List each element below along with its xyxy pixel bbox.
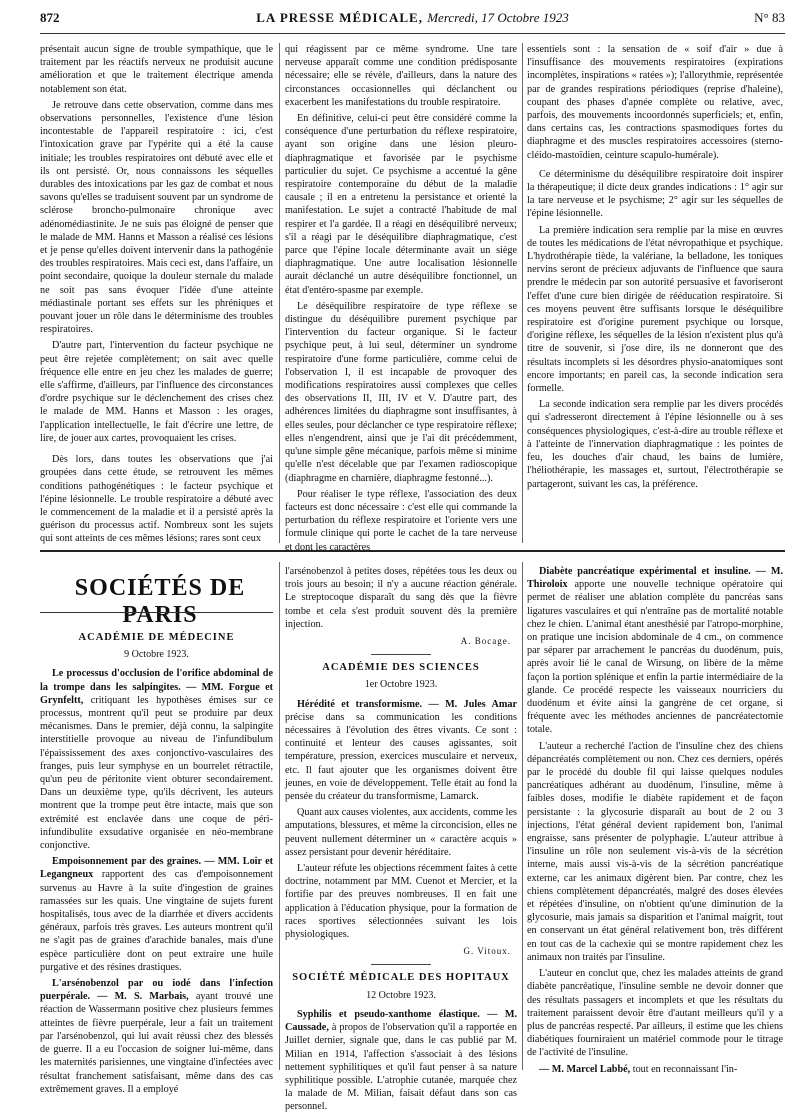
- societes-column-1: [40, 625, 274, 1095]
- communication-title: — M. Marcel Labbé,: [539, 1063, 631, 1075]
- journal-title: [40, 10, 785, 26]
- section-heading: SOCIÉTÉ MÉDICALE DES HOPITAUX: [292, 972, 510, 984]
- journal-name: LA PRESSE MÉDICALE,: [256, 10, 423, 25]
- paragraph: présentait aucun signe de trouble sympathique, que le traitement par les réactifs nerveux ne produisit aucune amélioration et que le traitement électrique amenda notablement son état.: [40, 44, 273, 95]
- communication-text: critiquant les hypothèses émises sur ce processus, montrent qu'il peut se produire par deux mécanismes. Dans le premier, déjà connu, la salpingite interstitielle provoque au niveau de l'infundibulum l'épaississement des axes conjonctivo-vasculaires des franges, puis leur symphyse en un bourrelet rétractile, qu'un peu de péritonite vient obturer secondairement. Dans un deuxième type, qu'ils décrivent, les auteurs montrent que la trompe peut être intacte, mais que son extrémité est enclavée dans une coque de péri-infundibulite exsudative organisée en néo-membrane conjonctive.: [40, 694, 273, 852]
- title-rule: [40, 612, 273, 613]
- section-date: 12 Octobre 1923.: [366, 989, 436, 1001]
- paragraph: L'auteur a recherché l'action de l'insuline chez des chiens dépancréatés complètement ou non. Chez ces derniers, opérés par le procédé du double fil qui laisse quelques nodules pancréatiques adhérant au duodénum, l'insuline, même à faibles doses, modifie le diabète rapidement et de façon persistante : la glycosurie disparaît au bout de 2 ou 3 injections, l'état général devient rapidement bon, l'animal engraisse, sans présenter de polyphagie. L'auteur attribue à l'insuline un rôle non seulement vis-à-vis de la sécrétion interne, mais aussi vis-à-vis de la sécrétion pancréatique externe, car les animaux digèrent bien. Par contre, chez les chiens complètement dépancréatés, malgré des doses élevées et répétées d'insuline, on n'obtient qu'une diminution de la glycosurie, mais jamais sa disparition et l'animal maigrit, tout en conservant un état général relativement bon, très différent en tout cas de la cachexie qui se montre rapidement chez les animaux non traités par l'insuline.: [527, 740, 783, 963]
- short-rule: [371, 964, 431, 965]
- communication-title: Hérédité et transformisme. — M. Jules Amar: [297, 698, 517, 710]
- signature: A. Bocage.: [460, 636, 511, 647]
- short-rule: [371, 654, 431, 655]
- paragraph: En définitive, celui-ci peut être considéré comme la conséquence d'une perturbation du réflexe respiratoire, ayant son origine dans une lésion pleuro-diaphragmatique et favorisée par le psychisme particulier du sujet. Ce psychisme a accentué la gêne respiratoire contemporaine du début de la maladie causale ; il en a entretenu la persistance et orienté la manifestation. Le sujet a contracté l'habitude de mal respirer et l'a gardée. Il a réagi en déséquilibré nerveux; s'il a réagi par le déséquilibre diaphragmatique, c'est parce que l'épine locale déterminante avait un siège diaphragmatique. Une autre localisation lésionnelle aurait déclanché un autre déséquilibre fonctionnel, un état d'entéro-spasme par exemple.: [285, 113, 517, 296]
- communication-text: ayant trouvé une réaction de Wassermann positive chez plusieurs femmes atteintes de fièvre puerpérale, leur a fait un traitement par l'arsénobenzol, qui lui avait réussi chez des blessés de guerre. Il a eu l'occasion de soigner lui-même, dans les maternités parisiennes, une vingtaine d'infectées avec résultat franchement satisfaisant, même dans des cas extrêmement graves. Il a employé: [40, 991, 274, 1095]
- paragraph: Dès lors, dans toutes les observations que j'ai groupées dans cette étude, se retrouvent les mêmes conditions pathogénétiques : le facteur psychique et l'épine lésionnelle. Le trouble respiratoire a débuté avec le commencement de la maladie et il a persisté après la guérison du processus actif. Nombreux sont les sujets qui sont atteints de ces mêmes lésions; rares sont ceux: [40, 454, 273, 545]
- communication-text: apporte une nouvelle technique opératoire qui permet de réaliser une ablation complète du pancréas sans ligatures vasculaires et qui n'entraîne pas de mortalité notable chez le chien. L'animal étant anesthésié par l'atropo-morphine, on pratique une incision abdominale de 4 cm., on commence par séparer par arrachement le pancréas du duodénum, puis, après avoir lié le canal de Wirsung, on libère de la même façon la portion splénique et enfin la partie intermédiaire de la glande. Ce procédé respecte les vaisseaux nourriciers du duodénum et évite ainsi la gangrène de cet organe, si fréquente avec les méthodes anciennes de pancréatectomie totale.: [527, 579, 784, 736]
- section-date: 1er Octobre 1923.: [364, 679, 438, 691]
- communication: [285, 1008, 517, 1114]
- section-date: 9 Octobre 1923.: [124, 649, 189, 661]
- paragraph: La première indication sera remplie par la mise en œuvres de toutes les médications de l'état névropathique et psychique. L'hydrothérapie tiède, la valériane, la belladone, les toniques nervins seront de précieux adjuvants de l'influence que saura prendre le médecin par son autorité persuasive et favoriseront l'effet d'une cure bien dirigée de rééducation respiratoire. Si ces moyens peuvent être suffisants lorsque le déséquilibre respiratoire est d'origine purement psychique ou lorsque, d'origine réflexe, les séquelles de la lésion n'existent plus qu'à titre de souvenir, si j'ose dire, ils ne donneront que des résultats incomplets si les désordres physio-anatomiques sont encore importants; en pareil cas, la seconde indication sera formelle.: [527, 224, 783, 395]
- paragraph: Pour réaliser le type réflexe, l'association des deux facteurs est donc nécessaire : c'est elle qui commande la perturbation du réflexe respiratoire et l'oriente vers une formule clinique qui porte le cachet de la tare nerveuse et dont les caractères: [285, 488, 517, 553]
- column-divider: [522, 43, 523, 543]
- societes-title: SOCIÉTÉS DE PARIS: [74, 575, 246, 628]
- communication-title: Empoisonnement par des graines. — MM. Loir et Legangneux: [40, 856, 273, 881]
- column-divider: [522, 562, 523, 1070]
- societes-column-2: [285, 565, 518, 1113]
- issue-date: Mercredi, 17 Octobre 1923: [427, 10, 569, 25]
- communication: [40, 667, 273, 852]
- communication: [527, 1063, 783, 1076]
- section-rule: [40, 550, 785, 552]
- paragraph: Quant aux causes violentes, aux accidents, comme les amputations, blessures, et même la circoncision, elles ne peuvent nullement déterminer un « caractère acquis » assez persistant pour devenir héréditaire.: [285, 807, 517, 858]
- signature: G. Vitoux.: [463, 946, 511, 957]
- societes-column-3: [527, 565, 784, 1075]
- communication-text: précise dans sa communication les conditions nécessaires à l'évolution des êtres vivants. Ce sont : continuité et lenteur des causes agissantes, soit température, pression, exercices musculaire et nerveux, etc. Il faut ajouter que les organismes doivent être jeunes, en voie de développement. Telle était au fond la pensée du créateur du transformisme, Lamarck.: [285, 711, 517, 803]
- issue-number: N° 83: [754, 10, 785, 25]
- paragraph: Le déséquilibre respiratoire de type réflexe se distingue du déséquilibre purement psychique par l'intervention du facteur organique. Si le facteur psychique peut, à lui seul, déterminer un syndrome respiratoire d'une forme particulière, comme celui de l'observation I, il est incapable de provoquer des modifications respiratoires aussi complexes que celles des observations II, III, IV et V. D'autre part, des adhérences limitées du diaphragme sont insuffisantes, à elles seules, pour déclancher ce type respiratoire réflexe; elles n'engendrent, ainsi que je l'ai dit précédemment, qu'une simple gêne mécanique, parfois même si minime qu'elle n'est décelable que par l'examen radioscopique (diaphragme en charnière, diaphragme festonné...).: [285, 300, 517, 484]
- paragraph: qui réagissent par ce même syndrome. Une tare nerveuse apparaît comme une condition prédisposante nécessaire; elle se révèle, d'ailleurs, dans la nature des circonstances occasionnelles qui déclanchent ou exacerbent les manifestations du trouble respiratoire.: [285, 44, 517, 108]
- communication-title: Syphilis et pseudo-xanthome élastique. — M. Caussade,: [285, 1008, 517, 1034]
- paragraph: Je retrouve dans cette observation, comme dans mes observations personnelles, l'existence d'une lésion incontestable de l'appareil respiratoire : ici, c'est l'intoxication grave par l'ypérite qui a été la cause initiale; les troubles respiratoires ont débuté avec elle et ils ont persisté. Or, nous connaissons les séquelles durables des intoxications par les gaz de combat et nous savons qu'elles se traduisent souvent par un syndrome de sclérose broncho-pulmonaire chronique avec adénomédiastinite. Je ne suis pas éloigné de penser que le malade de MM. Hanns et Masson a réalisé ces lésions et je pense qu'elles doivent intervenir dans la pathogénie des troubles respiratoires. Mais ceci est, dans l'affaire, un point secondaire, quoique la douleur sternale du malade ne soit pas sans évoquer l'idée d'une atteinte médiastinale portant ses effets sur les phréniques et pouvant jouer un rôle dans le déterminisme des troubles respiratoires.: [40, 99, 273, 336]
- communication-text: à propos de l'observation qu'il a rapportée en Juillet dernier, signale que, dans le cas publié par M. Milian en 1914, l'affection s'associait à des lésions nettement syphilitiques et qu'il faut penser à sa nature syphilitique possible. L'atrophie cutanée, marquée chez la malade de M. Milian, faisait défaut dans son cas personnel.: [285, 1022, 518, 1113]
- communication: [285, 698, 517, 804]
- section-heading: ACADÉMIE DES SCIENCES: [322, 662, 480, 674]
- communication-text: rapportent des cas d'empoisonnement survenus au Havre à la suite d'ingestion de graines ramassées sur les quais. Une vingtaine de sujets furent hospitalisés, tous avec de la diarrhée et divers accidents généraux, parfois très graves. Les auteurs montrent qu'il ne s'agit pas de graines d'arachide banales, mais d'une espèce particulière dont on peut extraire une huile purgative et des résines drastiques.: [40, 869, 274, 973]
- article-column-2: [285, 43, 517, 553]
- paragraph: L'auteur réfute les objections récemment faites à cette doctrine, notamment par MM. Cuenot et Mercier, et la fortifie par des preuves nombreuses. Il en fait une application à l'éducation physique, pour la formation de races sportives sélectionnées suivant les lois physiologiques.: [285, 863, 517, 941]
- communication-title: L'arsénobenzol par ou iodé dans l'infection puerpérale. — M. S. Marbais,: [40, 978, 273, 1003]
- article-column-3: [527, 43, 783, 543]
- paragraph: Ce déterminisme du déséquilibre respiratoire doit inspirer la thérapeutique; il dicte deux grandes indications : 1° agir sur la tare nerveuse et le psychisme; 2° agir sur les séquelles de l'épine lésionnelle.: [527, 168, 783, 220]
- paragraph: L'auteur en conclut que, chez les malades atteints de grand diabète pancréatique, l'insuline semble ne devoir donner que des résultats passagers et incomplets et que les résultats du traitement paraissent devoir être d'autant meilleurs qu'il y a plus de pancréas respecté. Par ailleurs, il estime que les chiens diabétiques fourniraient un matériel commode pour le titrage de l'activité de l'insuline.: [527, 968, 783, 1059]
- article-column-1: [40, 43, 273, 543]
- header-rule: [40, 33, 785, 34]
- paragraph: D'autre part, l'intervention du facteur psychique ne peut être rejetée complètement; on sait avec quelle fréquence elle entre en jeu chez les malades de guerre; elle s'affirme, d'ailleurs, par l'influence des circonstances d'ordre psychique sur le déclenchement des crises chez le malade de MM. Hanns et Masson : les orages, l'application intellectuelle, le fait d'écrire une lettre, de lire, de jouer aux cartes, provoquaient les crises.: [40, 340, 273, 444]
- communication-text: tout en reconnaissant l'in-: [632, 1063, 738, 1075]
- communication: [40, 855, 273, 974]
- communication-title: Diabète pancréatique expérimental et insuline. — M. Thiroloix: [527, 566, 783, 591]
- paragraph: essentiels sont : la sensation de « soif d'air » due à l'insuffisance des mouvements respiratoires (expirations incomplètes, inspirations « ratées »); l'allorythmie, représentée par de grandes respirations périodiques (reprise d'haleine), coupant des phases d'apnée complète ou relative, avec, parfois, des mouvements incoordonnés superficiels; et, enfin, dans certains cas, les contractions spasmodiques fortes du diaphragme et des muscles respiratoires accessoires (sterno-cléido-mastoïdien, ceinture scapulo-humérale).: [527, 44, 783, 161]
- page-header: [40, 10, 785, 30]
- communication: [40, 977, 273, 1096]
- column-divider: [279, 562, 280, 1070]
- page-number: 872: [40, 10, 60, 25]
- paragraph: La seconde indication sera remplie par les divers procédés qui s'adresseront directement à l'épine lésionnelle ou à ses conséquences physiologiques, c'est-à-dire au trouble réflexe et à l'atteinte de l'innervation diaphragmatique : les pointes de feu, les douches d'air chaud, les bains de lumière, l'héliothérapie, les massages et, surtout, l'électrothérapie se partageront, suivant les cas, la préférence.: [527, 399, 783, 490]
- column-divider: [279, 43, 280, 543]
- paragraph: l'arsénobenzol à petites doses, répétées tous les deux ou trois jours au besoin; il n'y a aucune réaction générale. Le streptocoque disparaît du sang dès que la fièvre tombe et cela s'est produit souvent dès la première injection.: [285, 566, 517, 630]
- communication: [527, 565, 783, 737]
- communication-title: Le processus d'occlusion de l'orifice abdominal de la trompe dans les salpingites. — MM. Forgue et Grynfeltt,: [40, 668, 273, 706]
- section-heading: ACADÉMIE DE MÉDECINE: [78, 632, 235, 643]
